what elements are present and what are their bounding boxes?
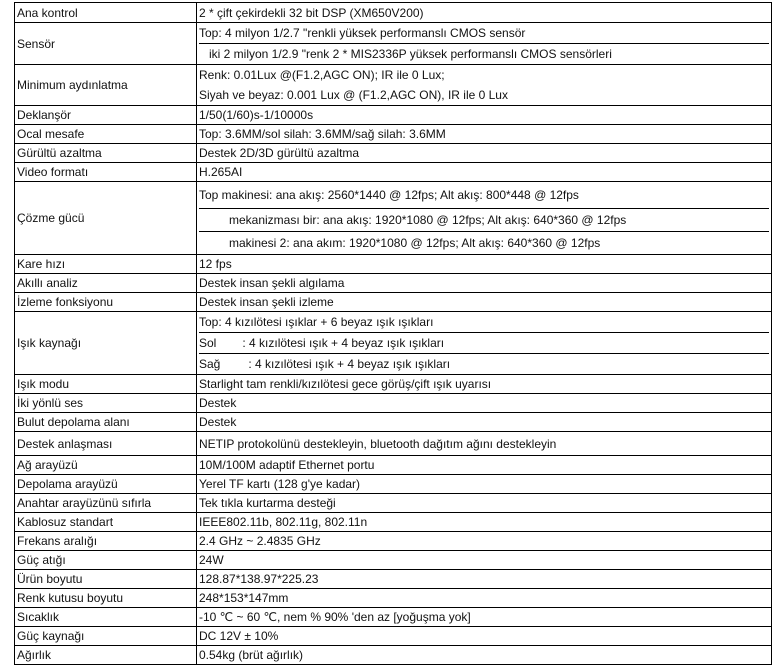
spec-row-sensor — [15, 23, 772, 65]
spec-label: Bulut depolama alanı — [15, 413, 197, 432]
spec-row-temperature — [15, 608, 772, 627]
spec-row-power-supply — [15, 627, 772, 646]
spec-row-weight — [15, 646, 772, 665]
spec-value: Destek insan şekli algılama — [197, 274, 772, 293]
spec-label: İzleme fonksiyonu — [15, 293, 197, 312]
spec-row-noise-reduction — [15, 144, 772, 163]
spec-value-line: makinesi 2: ana akım: 1920*1080 @ 12fps; Alt akış: 640*360 @ 12fps — [229, 236, 601, 250]
spec-value: IEEE802.11b, 802.11g, 802.11n — [197, 513, 772, 532]
spec-row-product-size — [15, 570, 772, 589]
spec-row-main-control — [15, 3, 772, 23]
spec-value: 1/50(1/60)s-1/10000s — [197, 106, 772, 125]
spec-label: Işık kaynağı — [15, 312, 197, 375]
spec-label: Minimum aydınlatma — [15, 65, 197, 106]
spec-value: 2 * çift çekirdekli 32 bit DSP (XM650V200) — [197, 3, 772, 23]
spec-label: Frekans aralığı — [15, 532, 197, 551]
spec-value: Top: 3.6MM/sol silah: 3.6MM/sağ silah: 3.6MM — [197, 125, 772, 144]
spec-label: İki yönlü ses — [15, 394, 197, 413]
spec-value: 10M/100M adaptif Ethernet portu — [197, 456, 772, 475]
spec-label: Akıllı analiz — [15, 274, 197, 293]
spec-label: Deklanşör — [15, 106, 197, 125]
spec-row-resolution — [15, 182, 772, 255]
spec-value: 248*153*147mm — [197, 589, 772, 608]
spec-label: Ana kontrol — [15, 3, 197, 23]
spec-value: 0.54kg (brüt ağırlık) — [197, 646, 772, 665]
spec-value: 24W — [197, 551, 772, 570]
spec-label: Destek anlaşması — [15, 432, 197, 456]
spec-value-prefix: Sağ — [199, 357, 221, 371]
spec-label: Ağırlık — [15, 646, 197, 665]
spec-value-line: Siyah ve beyaz: 0.001 Lux @ (F1.2,AGC ON), IR ile 0 Lux — [199, 88, 508, 102]
spec-value: DC 12V ± 10% — [197, 627, 772, 646]
spec-value: 128.87*138.97*225.23 — [197, 570, 772, 589]
spec-label: Sıcaklık — [15, 608, 197, 627]
spec-value-line: Top makinesi: ana akış: 2560*1440 @ 12fps; Alt akış: 800*448 @ 12fps — [199, 182, 769, 209]
spec-label: Güç atığı — [15, 551, 197, 570]
spec-row-two-way-audio — [15, 394, 772, 413]
spec-row-cloud-storage — [15, 413, 772, 432]
spec-row-shutter — [15, 106, 772, 125]
spec-value-text: : 4 kızılötesi ışık + 4 beyaz ışık ışıkları — [248, 357, 451, 371]
spec-label: Işık modu — [15, 375, 197, 394]
spec-label: Gürültü azaltma — [15, 144, 197, 163]
spec-value-line: mekanizması bir: ana akış: 1920*1080 @ 12fps; Alt akış: 640*360 @ 12fps — [199, 209, 769, 232]
spec-label: Kablosuz standart — [15, 513, 197, 532]
spec-row-video-format — [15, 163, 772, 182]
spec-value-line — [199, 333, 769, 354]
spec-label: Renk kutusu boyutu — [15, 589, 197, 608]
spec-label: Video formatı — [15, 163, 197, 182]
spec-value: H.265AI — [197, 163, 772, 182]
spec-row-storage-interface — [15, 475, 772, 494]
spec-value: Starlight tam renkli/kızılötesi gece görüş/çift ışık uyarısı — [197, 375, 772, 394]
spec-label: Depolama arayüzü — [15, 475, 197, 494]
spec-table-container — [14, 2, 771, 665]
spec-row-box-size — [15, 589, 772, 608]
spec-table — [14, 2, 772, 665]
spec-row-focal-length — [15, 125, 772, 144]
spec-value-line: iki 2 milyon 1/2.9 "renk 2 * MIS2336P yüksek performanslı CMOS sensörleri — [209, 47, 612, 61]
spec-row-light-source — [15, 312, 772, 375]
spec-label: Anahtar arayüzünü sıfırla — [15, 494, 197, 513]
spec-value: -10 ℃ ~ 60 ℃, nem % 90% 'den az [yoğuşma yok] — [197, 608, 772, 627]
spec-label: Güç kaynağı — [15, 627, 197, 646]
spec-label: Ürün boyutu — [15, 570, 197, 589]
spec-row-wireless-standard — [15, 513, 772, 532]
spec-row-tracking — [15, 293, 772, 312]
spec-value: Destek insan şekli izleme — [197, 293, 772, 312]
spec-label: Ocal mesafe — [15, 125, 197, 144]
spec-value: NETIP protokolünü destekleyin, bluetooth dağıtım ağını destekleyin — [197, 432, 772, 456]
spec-value-multi — [197, 65, 772, 106]
spec-label: Kare hızı — [15, 255, 197, 274]
spec-value: Tek tıkla kurtarma desteği — [197, 494, 772, 513]
spec-row-min-illumination — [15, 65, 772, 106]
spec-row-reset-interface — [15, 494, 772, 513]
spec-label: Çözme gücü — [15, 182, 197, 255]
spec-row-network-interface — [15, 456, 772, 475]
spec-row-frame-rate — [15, 255, 772, 274]
spec-value-line: Top: 4 kızılötesi ışıklar + 6 beyaz ışık ışıkları — [199, 312, 769, 333]
spec-label: Sensör — [15, 23, 197, 65]
spec-value: Destek — [197, 394, 772, 413]
spec-value-line — [199, 354, 769, 374]
spec-value-multi — [197, 182, 772, 255]
spec-value: 12 fps — [197, 255, 772, 274]
spec-value: 2.4 GHz ~ 2.4835 GHz — [197, 532, 772, 551]
spec-label: Ağ arayüzü — [15, 456, 197, 475]
spec-value: Destek — [197, 413, 772, 432]
spec-value: Yerel TF kartı (128 g'ye kadar) — [197, 475, 772, 494]
spec-value-prefix: Sol — [199, 336, 217, 350]
spec-row-light-mode — [15, 375, 772, 394]
spec-value-line: Top: 4 milyon 1/2.7 "renkli yüksek performanslı CMOS sensör — [199, 23, 769, 44]
spec-value-multi — [197, 312, 772, 375]
spec-value-multi — [197, 23, 772, 65]
spec-value-line: Renk: 0.01Lux @(F1.2,AGC ON); IR ile 0 Lux; — [199, 68, 445, 82]
spec-row-power-consumption — [15, 551, 772, 570]
spec-row-frequency-range — [15, 532, 772, 551]
spec-value-text: : 4 kızılötesi ışık + 4 beyaz ışık ışıkları — [242, 336, 445, 350]
spec-value: Destek 2D/3D gürültü azaltma — [197, 144, 772, 163]
spec-row-protocol — [15, 432, 772, 456]
spec-row-smart-analysis — [15, 274, 772, 293]
